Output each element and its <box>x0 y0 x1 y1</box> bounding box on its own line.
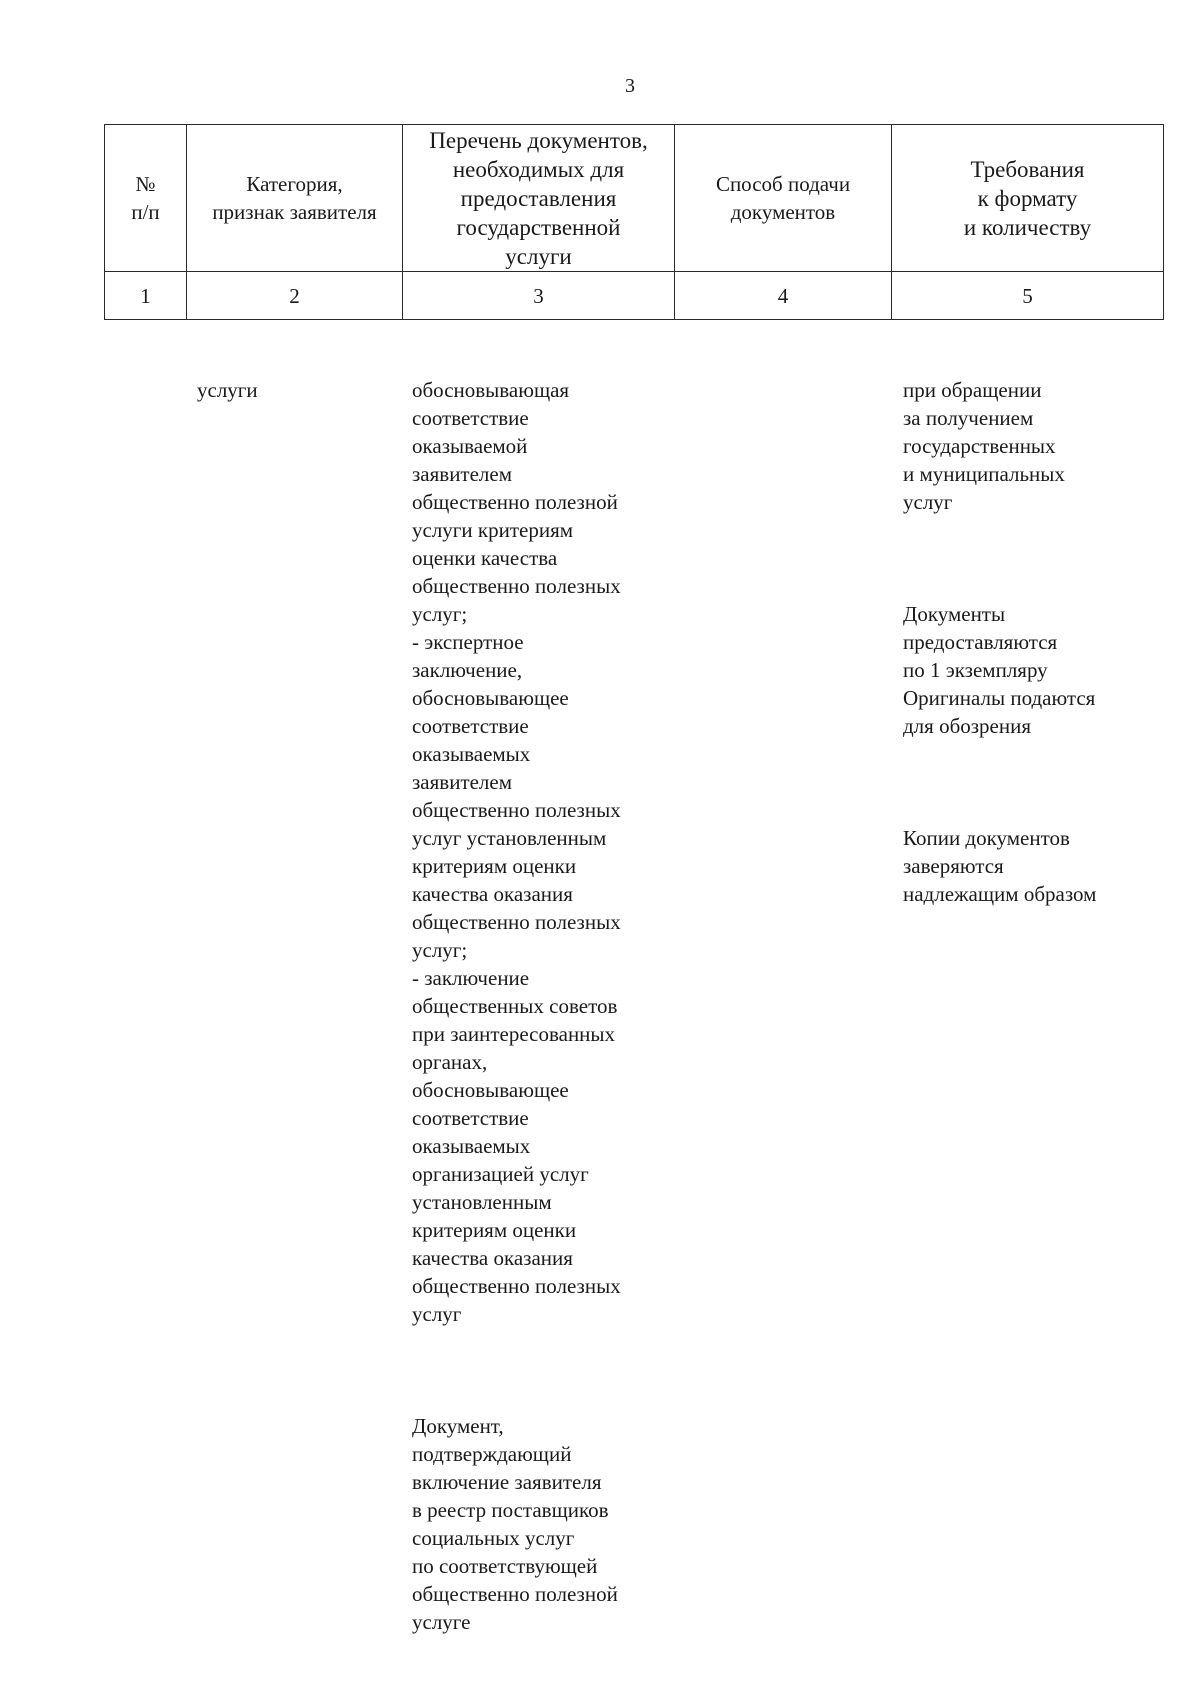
page-number: 3 <box>625 75 635 97</box>
table-header-row <box>105 125 1164 272</box>
header-submission <box>675 125 892 272</box>
header-number <box>105 125 187 272</box>
column-number-4: 4 <box>675 272 892 320</box>
header-requirements <box>892 125 1164 272</box>
column-number-5: 5 <box>892 272 1164 320</box>
requirements-table-header <box>104 124 1164 320</box>
header-category <box>187 125 403 272</box>
body-column-documents <box>412 348 672 1664</box>
requirements-text-block-3: Копии документов заверяются надлежащим образом <box>903 826 1097 906</box>
documents-text-block-2: Документ, подтверждающий включение заявителя в реестр поставщиков социальных услуг по соответствующей общественно полезной услуге <box>412 1414 618 1634</box>
header-submission-label: Способ подачи документов <box>715 172 851 224</box>
column-number-3: 3 <box>403 272 675 320</box>
header-documents-label: Перечень документов, необходимых для предоставления государственной услуги <box>429 127 648 269</box>
header-category-label: Категория, признак заявителя <box>212 172 377 224</box>
header-number-label: № п/п <box>131 172 160 224</box>
table-column-numbers-row <box>105 272 1164 320</box>
documents-text-block-1: обосновывающая соответствие оказываемой заявителем общественно полезной услуги критериям оценки качества общественно полезных услуг; - экспертное заключение, обосновывающее соответствие оказываемых заявителем общественно полезных услуг установленным критериям оценки качества оказания общественно полезных услуг; - заключение общественных советов при заинтересованных органах, обосновывающее соответствие оказываемых организацией услуг установленным критериям оценки качества оказания общественно полезных услуг <box>412 378 621 1326</box>
body-column-requirements <box>903 348 1163 936</box>
category-text: услуги <box>197 378 258 402</box>
column-number-2: 2 <box>187 272 403 320</box>
header-documents <box>403 125 675 272</box>
body-column-category <box>197 348 377 432</box>
header-requirements-label: Требования к формату и количеству <box>963 156 1092 240</box>
column-number-1: 1 <box>105 272 187 320</box>
requirements-text-block-2: Документы предоставляются по 1 экземпляру Оригиналы подаются для обозрения <box>903 602 1096 738</box>
requirements-text-block-1: при обращении за получением государственных и муниципальных услуг <box>903 378 1065 514</box>
